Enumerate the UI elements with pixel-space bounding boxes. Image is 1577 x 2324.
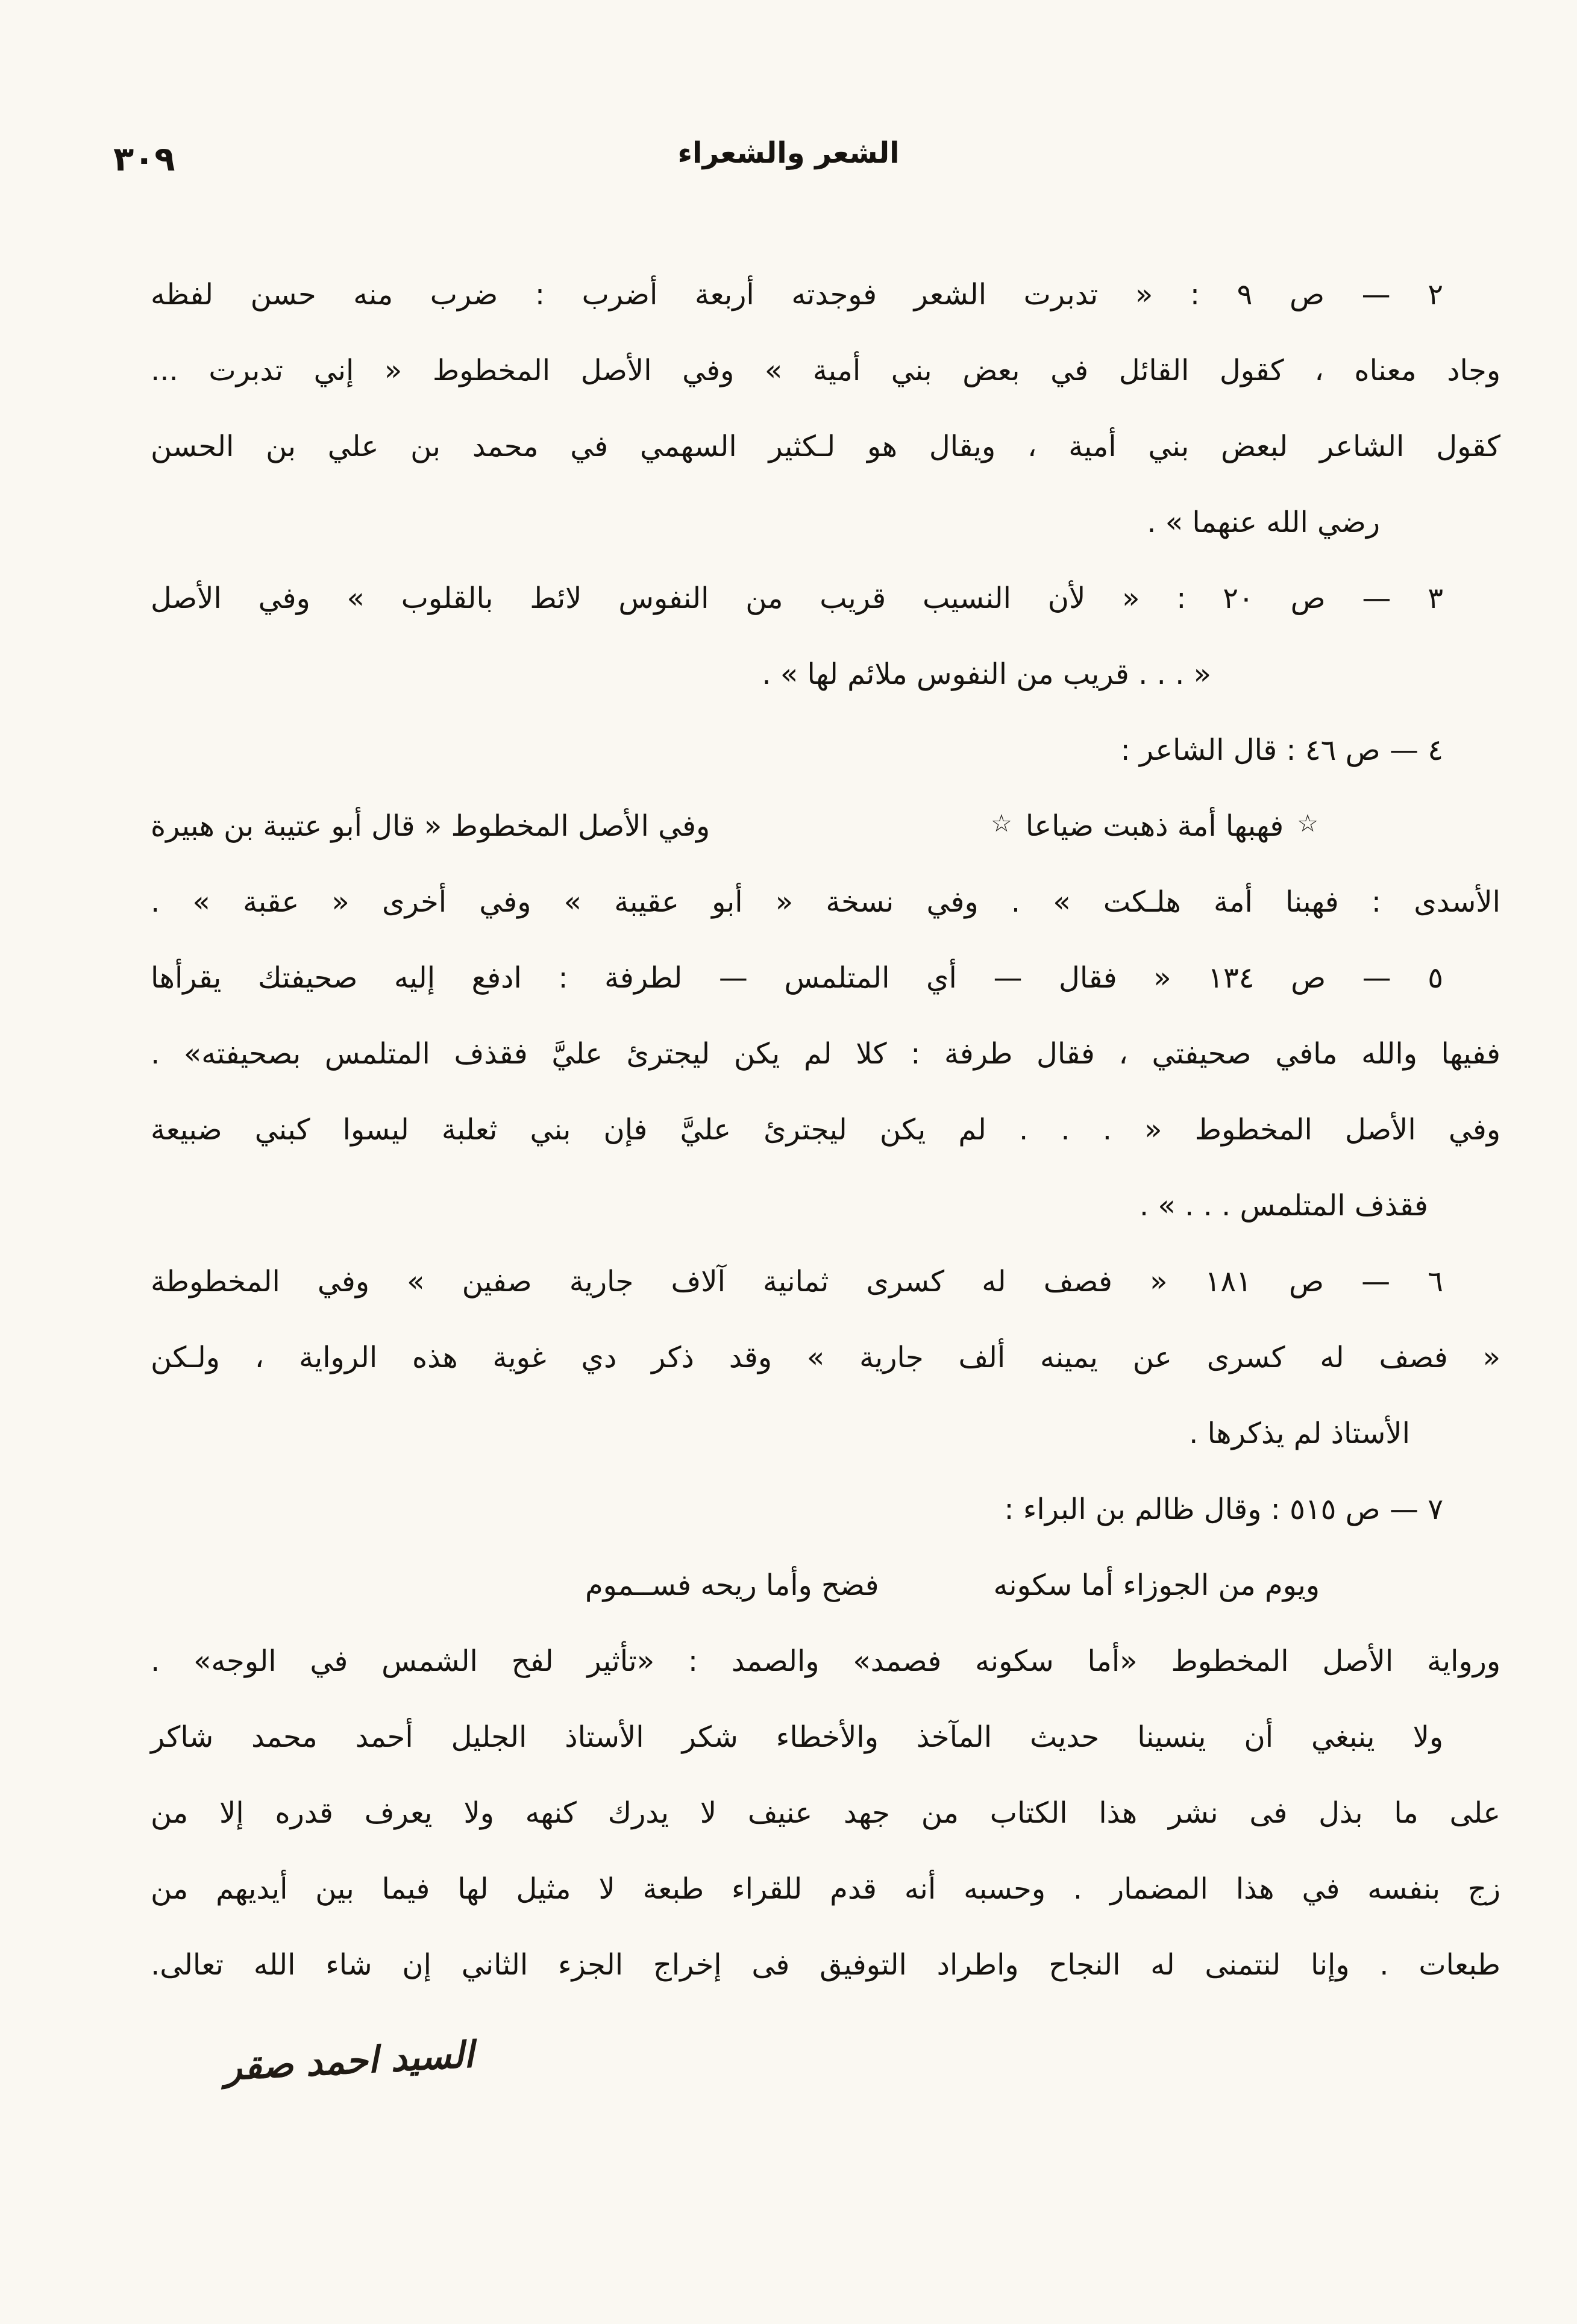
note3-line2: « . . . قريب من النفوس ملائم لها » . (762, 657, 1211, 691)
note5-line1: ٥ — ص ١٣٤ « فقال — أي المتلمس — لطرفة : ادفع إليه صحيفتك يقرأها (151, 961, 1443, 995)
note6-line3: الأستاذ لم يذكرها . (1189, 1417, 1410, 1450)
note2-line4: رضي الله عنهما » . (1147, 506, 1380, 539)
note4-line3: الأسدى : فهبنا أمة هلـكت » . وفي نسخة « أبو عقيبة » وفي أخرى « عقبة » . (151, 885, 1500, 919)
page-number: ٣٠٩ (113, 140, 175, 179)
note7-line1: ٧ — ص ٥١٥ : وقال ظالم بن البراء : (1004, 1492, 1443, 1526)
note6-line1: ٦ — ص ١٨١ « فصف له كسرى ثمانية آلاف جارية صفين » وفي المخطوطة (151, 1265, 1444, 1298)
note6-line2: « فصف له كسرى عن يمينه ألف جارية » وقد ذكر دي غوية هذه الرواية ، ولـكن (151, 1341, 1500, 1374)
closing-line2: على ما بذل فى نشر هذا الكتاب من جهد عنيف لا يدرك كنهه ولا يعرف قدره إلا من (151, 1796, 1500, 1830)
note4-verse-line (151, 788, 1500, 864)
note4-line1: ٤ — ص ٤٦ : قال الشاعر : (1120, 733, 1443, 767)
note7-line3: ورواية الأصل المخطوط «أما سكونه فصمد» والصمد : «تأثير لفح الشمس في الوجه» . (151, 1644, 1500, 1678)
note7-verse-hemistich-left: فضح وأما ريحه فســموم (585, 1568, 879, 1602)
verse-star-icon: ☆ (990, 810, 1012, 838)
note7-verse-hemistich-right: ويوم من الجوزاء أما سكونه (993, 1568, 1320, 1602)
note5-line3: وفي الأصل المخطوط « . . . لم يكن ليجترئ عليَّ فإن بني ثعلبة ليسوا كبني ضبيعة (151, 1113, 1500, 1147)
closing-line4: طبعات . وإنا لنتمنى له النجاح واطراد التوفيق فى إخراج الجزء الثاني إن شاء الله تعالى. (151, 1948, 1500, 1982)
note2-line3: كقول الشاعر لبعض بني أمية ، ويقال هو لـكثير السهمي في محمد بن علي بن الحسن (151, 430, 1500, 463)
note2-line1: ٢ — ص ٩ : « تدبرت الشعر فوجدته أربعة أضرب : ضرب منه حسن لفظه (151, 278, 1443, 312)
closing-line1: ولا ينبغي أن ينسينا حديث المآخذ والأخطاء شكر الأستاذ الجليل أحمد محمد شاكر (151, 1720, 1443, 1754)
note7-verse-line (151, 1547, 1500, 1623)
editor-signature: السيد احمد صقر (223, 2034, 475, 2089)
note2-line2: وجاد معناه ، كقول القائل في بعض بني أمية » وفي الأصل المخطوط « إني تدبرت ... (151, 354, 1500, 387)
note4-verse-rest: وفي الأصل المخطوط « قال أبو عتيبة بن هبيرة (151, 809, 710, 843)
closing-line3: زج بنفسه في هذا المضمار . وحسبه أنه قدم للقراء طبعة لا مثيل لها فيما بين أيديهم من (151, 1872, 1500, 1906)
text-block (151, 257, 1500, 2003)
note5-line4: فقذف المتلمس . . . » . (1139, 1189, 1428, 1223)
note5-line2: ففيها والله مافي صحيفتي ، فقال طرفة : كلا لم يكن ليجترئ عليَّ فقذف المتلمس بصحيفته» . (151, 1037, 1500, 1071)
note4-verse-hemistich: فهبها أمة ذهبت ضياعا (1025, 809, 1284, 843)
verse-star-icon: ☆ (1297, 810, 1318, 838)
note3-line1: ٣ — ص ٢٠ : « لأن النسيب قريب من النفوس لائط بالقلوب » وفي الأصل (151, 581, 1444, 615)
page-title: الشعر والشعراء (677, 136, 900, 170)
